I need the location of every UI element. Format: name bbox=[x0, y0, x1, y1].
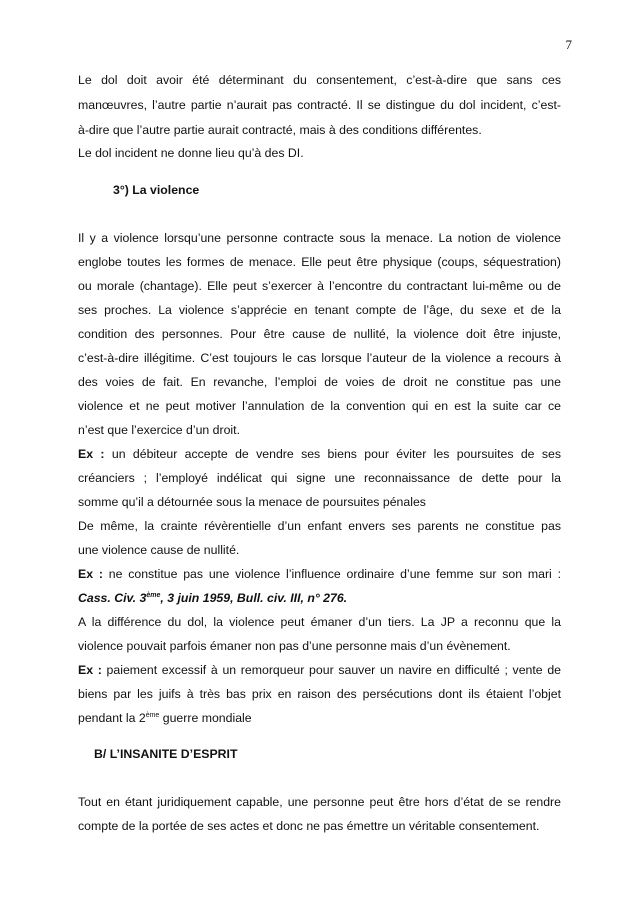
example-1-line: créanciers ; l’employé indélicat qui signe une reconnaissance de dette pour la bbox=[78, 471, 561, 485]
dol-paragraph-line: manœuvres, l’autre partie n’aurait pas contracté. Il se distingue du dol incident, c’est- bbox=[78, 98, 561, 112]
example-3-text: paiement excessif à un remorqueur pour sauver un navire en difficulté ; vente de bbox=[106, 663, 561, 677]
dol-paragraph-line: à-dire que l’autre partie aurait contracté, mais à des conditions différentes. bbox=[78, 123, 482, 137]
violence-paragraph-line: condition des personnes. Pour être cause de nullité, la violence doit être injuste, bbox=[78, 327, 561, 341]
violence-paragraph-line: n’est que l’exercice d’un droit. bbox=[78, 423, 240, 437]
insanite-paragraph-line: Tout en étant juridiquement capable, une personne peut être hors d’état de se rendre bbox=[78, 795, 561, 809]
citation-superscript: ème bbox=[146, 592, 161, 599]
example-2-text: ne constitue pas une violence l’influence ordinaire d’une femme sur son mari : bbox=[108, 567, 561, 581]
ordinal-superscript: ème bbox=[145, 712, 160, 719]
violence-paragraph-line: violence et ne peut motiver l’annulation de la convention qui en est la suite car ce bbox=[78, 399, 561, 413]
example-label: Ex : bbox=[78, 447, 105, 461]
violence-paragraph-line: Il y a violence lorsqu’une personne contracte sous la menace. La notion de violence bbox=[78, 231, 561, 245]
violence-paragraph-line: ou morale (chantage). Elle peut s’exercer à l’encontre du contractant lui-même ou de bbox=[78, 279, 561, 293]
violence-paragraph-line: ses proches. La violence s’apprécie en tenant compte de l’âge, du sexe et de la bbox=[78, 303, 561, 317]
example-3-text: pendant la 2 bbox=[78, 711, 146, 725]
example-3-line: biens par les juifs à très bas prix en raison des persécutions dont ils étaient l’objet bbox=[78, 687, 561, 701]
example-1-text: un débiteur accepte de vendre ses biens pour éviter les poursuites de ses bbox=[111, 447, 561, 461]
section-heading-insanite: B/ L’INSANITE D’ESPRIT bbox=[94, 747, 238, 761]
insanite-paragraph-line: compte de la portée de ses actes et donc ne pas émettre un véritable consentement. bbox=[78, 819, 540, 833]
example-3-line bbox=[78, 663, 561, 678]
citation-reference: , 3 juin 1959, Bull. civ. III, n° 276. bbox=[160, 591, 348, 605]
tiers-paragraph-line: A la différence du dol, la violence peut émaner d’un tiers. La JP a reconnu que la bbox=[78, 615, 561, 629]
citation-court: Cass. Civ. 3 bbox=[78, 591, 147, 605]
violence-paragraph-line: des voies de fait. En revanche, l’emploi de voies de droit ne constitue pas une bbox=[78, 375, 561, 389]
example-label: Ex : bbox=[78, 567, 103, 581]
example-1-line bbox=[78, 447, 561, 462]
example-label: Ex : bbox=[78, 663, 102, 677]
crainte-paragraph-line: De même, la crainte révèrentielle d’un enfant envers ses parents ne constitue pas bbox=[78, 519, 561, 533]
section-heading-violence: 3°) La violence bbox=[113, 183, 200, 197]
dol-incident-line: Le dol incident ne donne lieu qu’à des DI. bbox=[78, 146, 304, 160]
page-number: 7 bbox=[565, 37, 572, 52]
example-3-text: guerre mondiale bbox=[159, 711, 252, 725]
violence-paragraph-line: englobe toutes les formes de menace. Elle peut être physique (coups, séquestration) bbox=[78, 255, 561, 269]
example-1-line: somme qu’il a détournée sous la menace de poursuites pénales bbox=[78, 495, 426, 509]
example-2-line bbox=[78, 567, 561, 582]
violence-paragraph-line: c’est-à-dire illégitime. C’est toujours le cas lorsque l’auteur de la violence a recours à bbox=[78, 351, 561, 365]
tiers-paragraph-line: violence pouvait parfois émaner non pas d’une personne mais d’un évènement. bbox=[78, 639, 511, 653]
case-citation bbox=[78, 591, 561, 606]
example-3-line bbox=[78, 711, 561, 726]
crainte-paragraph-line: une violence cause de nullité. bbox=[78, 543, 240, 557]
dol-paragraph-line: Le dol doit avoir été déterminant du consentement, c’est-à-dire que sans ces bbox=[78, 73, 561, 87]
